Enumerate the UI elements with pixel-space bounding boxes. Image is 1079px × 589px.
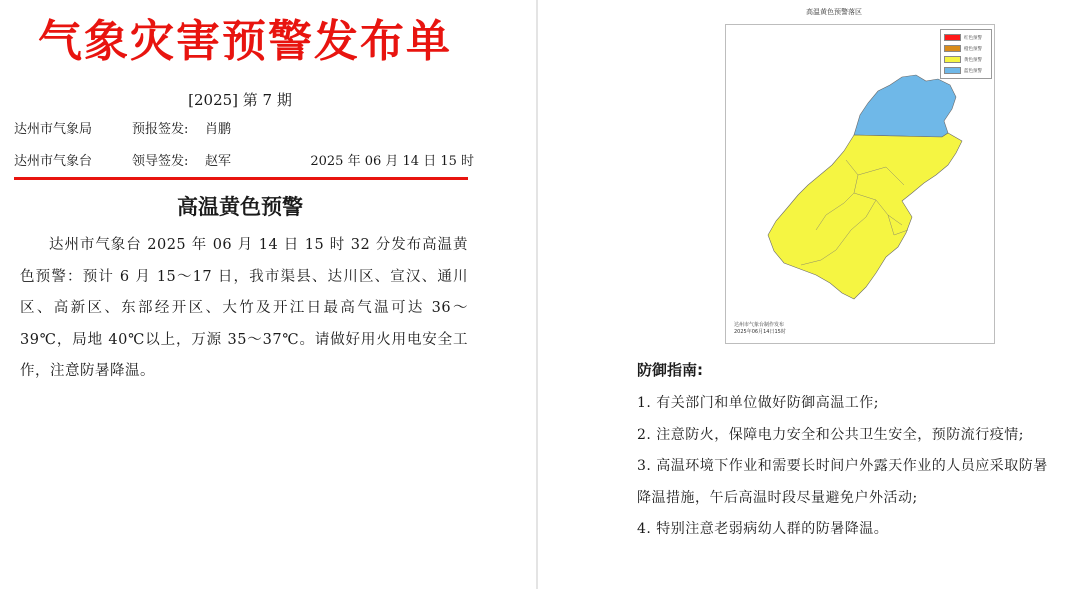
signer-role: 领导签发:	[132, 154, 189, 169]
guide-item: 2. 注意防火，保障电力安全和公共卫生安全，预防流行疫情;	[637, 426, 1025, 443]
legend-swatch	[944, 56, 961, 63]
issue-number: [2025] 第 7 期	[188, 91, 292, 109]
warning-form-page	[0, 0, 536, 589]
legend-label: 黄色预警	[964, 57, 982, 63]
map-guide-page	[538, 0, 1079, 589]
legend-swatch	[944, 67, 961, 74]
legend-item	[944, 32, 988, 43]
signature-row	[14, 152, 474, 172]
legend-item	[944, 54, 988, 65]
map-caption-line: 2025年06月14日15时	[734, 329, 786, 335]
legend-item	[944, 65, 988, 76]
blue-zone-area	[854, 75, 956, 137]
signer-name: 赵军	[205, 154, 232, 169]
warning-body: 达州市气象台 2025 年 06 月 14 日 15 时 32 分发布高温黄色预警：预计 6 月 15～17 日，我市渠县、达川区、宣汉、通川区、高新区、东部经开区、大竹及开江日最高气温可达 36～39℃，局地 40℃以上，万源 35～37℃。请做好用火用电安全工作，注意防暑降温。	[20, 237, 468, 379]
yellow-zone-area	[768, 133, 962, 299]
map-caption-line: 达州市气象台制作发布	[734, 322, 785, 328]
signer-role: 预报签发:	[132, 122, 189, 137]
document-title: 气象灾害预警发布单	[38, 16, 452, 67]
issuing-org: 达州市气象局	[14, 122, 93, 137]
signature-row	[14, 120, 474, 140]
legend-swatch	[944, 34, 961, 41]
legend-item	[944, 43, 988, 54]
guide-item: 4. 特别注意老弱病幼人群的防暑降温。	[637, 521, 889, 537]
guide-item: 1. 有关部门和单位做好防御高温工作;	[637, 395, 880, 411]
map-title: 高温黄色预警落区	[806, 8, 862, 16]
issue-time: 2025 年 06 月 14 日 15 时	[310, 154, 474, 169]
map-caption	[734, 322, 786, 336]
guide-list	[637, 388, 1057, 546]
warning-map	[725, 24, 995, 344]
legend-label: 红色预警	[964, 35, 982, 41]
warning-heading: 高温黄色预警	[177, 195, 303, 219]
red-divider	[14, 177, 468, 180]
legend-label: 蓝色预警	[964, 68, 982, 74]
map-legend	[940, 29, 992, 79]
guide-item: 3. 高温环境下作业和需要长时间户外露天作业的人员应采取防暑降温措施，午后高温时段尽量避免户外活动;	[637, 458, 1048, 506]
legend-label: 橙色预警	[964, 46, 982, 52]
legend-swatch	[944, 45, 961, 52]
guide-title: 防御指南:	[637, 361, 703, 379]
signer-name: 肖鹏	[205, 122, 232, 137]
issuing-org: 达州市气象台	[14, 154, 93, 169]
